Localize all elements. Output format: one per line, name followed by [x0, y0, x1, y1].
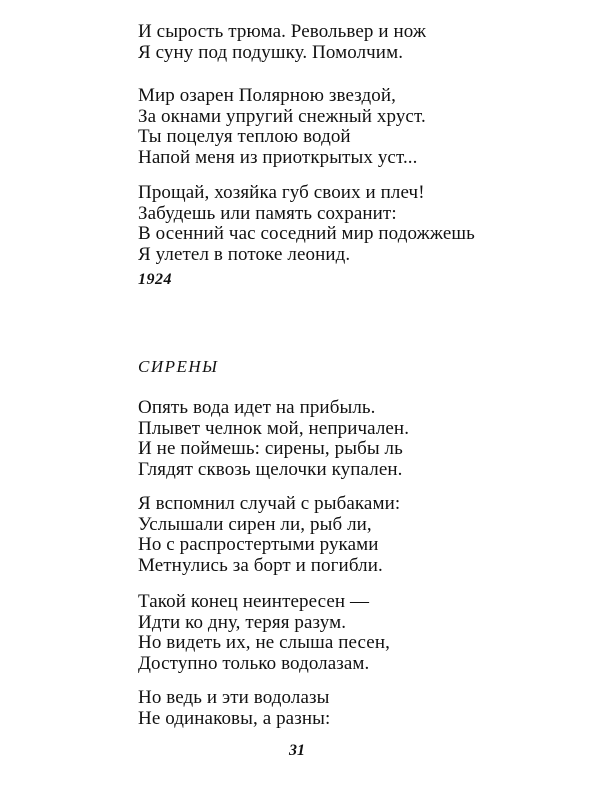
- verse-line: Опять вода идет на прибыль.: [138, 397, 376, 418]
- verse-line: Прощай, хозяйка губ своих и плеч!: [138, 182, 425, 203]
- stanza: [138, 86, 426, 168]
- verse-line: За окнами упругий снежный хруст.: [138, 105, 426, 127]
- verse-line: Я вспомнил случай с рыбаками:: [138, 493, 401, 514]
- verse-line: Напой меня из приоткрытых уст...: [138, 146, 418, 168]
- verse-line: Я улетел в потоке леонид.: [138, 243, 351, 265]
- verse-line: Ты поцелуя теплою водой: [138, 126, 351, 147]
- verse-line: Метнулись за борт и погибли.: [138, 554, 383, 576]
- verse-line: Я суну под подушку. Помолчим.: [138, 41, 404, 63]
- verse-line: Такой конец неинтересен —: [138, 591, 370, 612]
- verse-line: Мир озарен Полярною звездой,: [138, 85, 396, 106]
- verse-line: Но ведь и эти водолазы: [138, 687, 330, 708]
- stanza: [138, 183, 475, 265]
- verse-line: И не поймешь: сирены, рыбы ль: [138, 438, 403, 459]
- stanza: [138, 592, 390, 674]
- verse-line: В осенний час соседний мир подожжешь: [138, 223, 475, 244]
- verse-line: Но с распростертыми руками: [138, 534, 379, 555]
- stanza: [138, 688, 330, 729]
- verse-line: Не одинаковы, а разны:: [138, 707, 331, 729]
- verse-line: Услышали сирен ли, рыб ли,: [138, 513, 372, 535]
- verse-line: Но видеть их, не слыша песен,: [138, 632, 390, 653]
- verse-line: Идти ко дну, теряя разум.: [138, 611, 347, 633]
- poem-title: СИРЕНЫ: [138, 357, 219, 376]
- poem-date: 1924: [138, 271, 172, 288]
- verse-line: Плывет челнок мой, непричален.: [138, 417, 410, 439]
- stanza: [138, 494, 400, 576]
- page-number: 31: [289, 742, 305, 759]
- stanza: [138, 398, 409, 480]
- verse-line: И сырость трюма. Револьвер и нож: [138, 21, 427, 42]
- verse-line: Глядят сквозь щелочки купален.: [138, 458, 403, 480]
- verse-line: Забудешь или память сохранит:: [138, 202, 397, 224]
- stanza: [138, 22, 426, 63]
- verse-line: Доступно только водолазам.: [138, 652, 370, 674]
